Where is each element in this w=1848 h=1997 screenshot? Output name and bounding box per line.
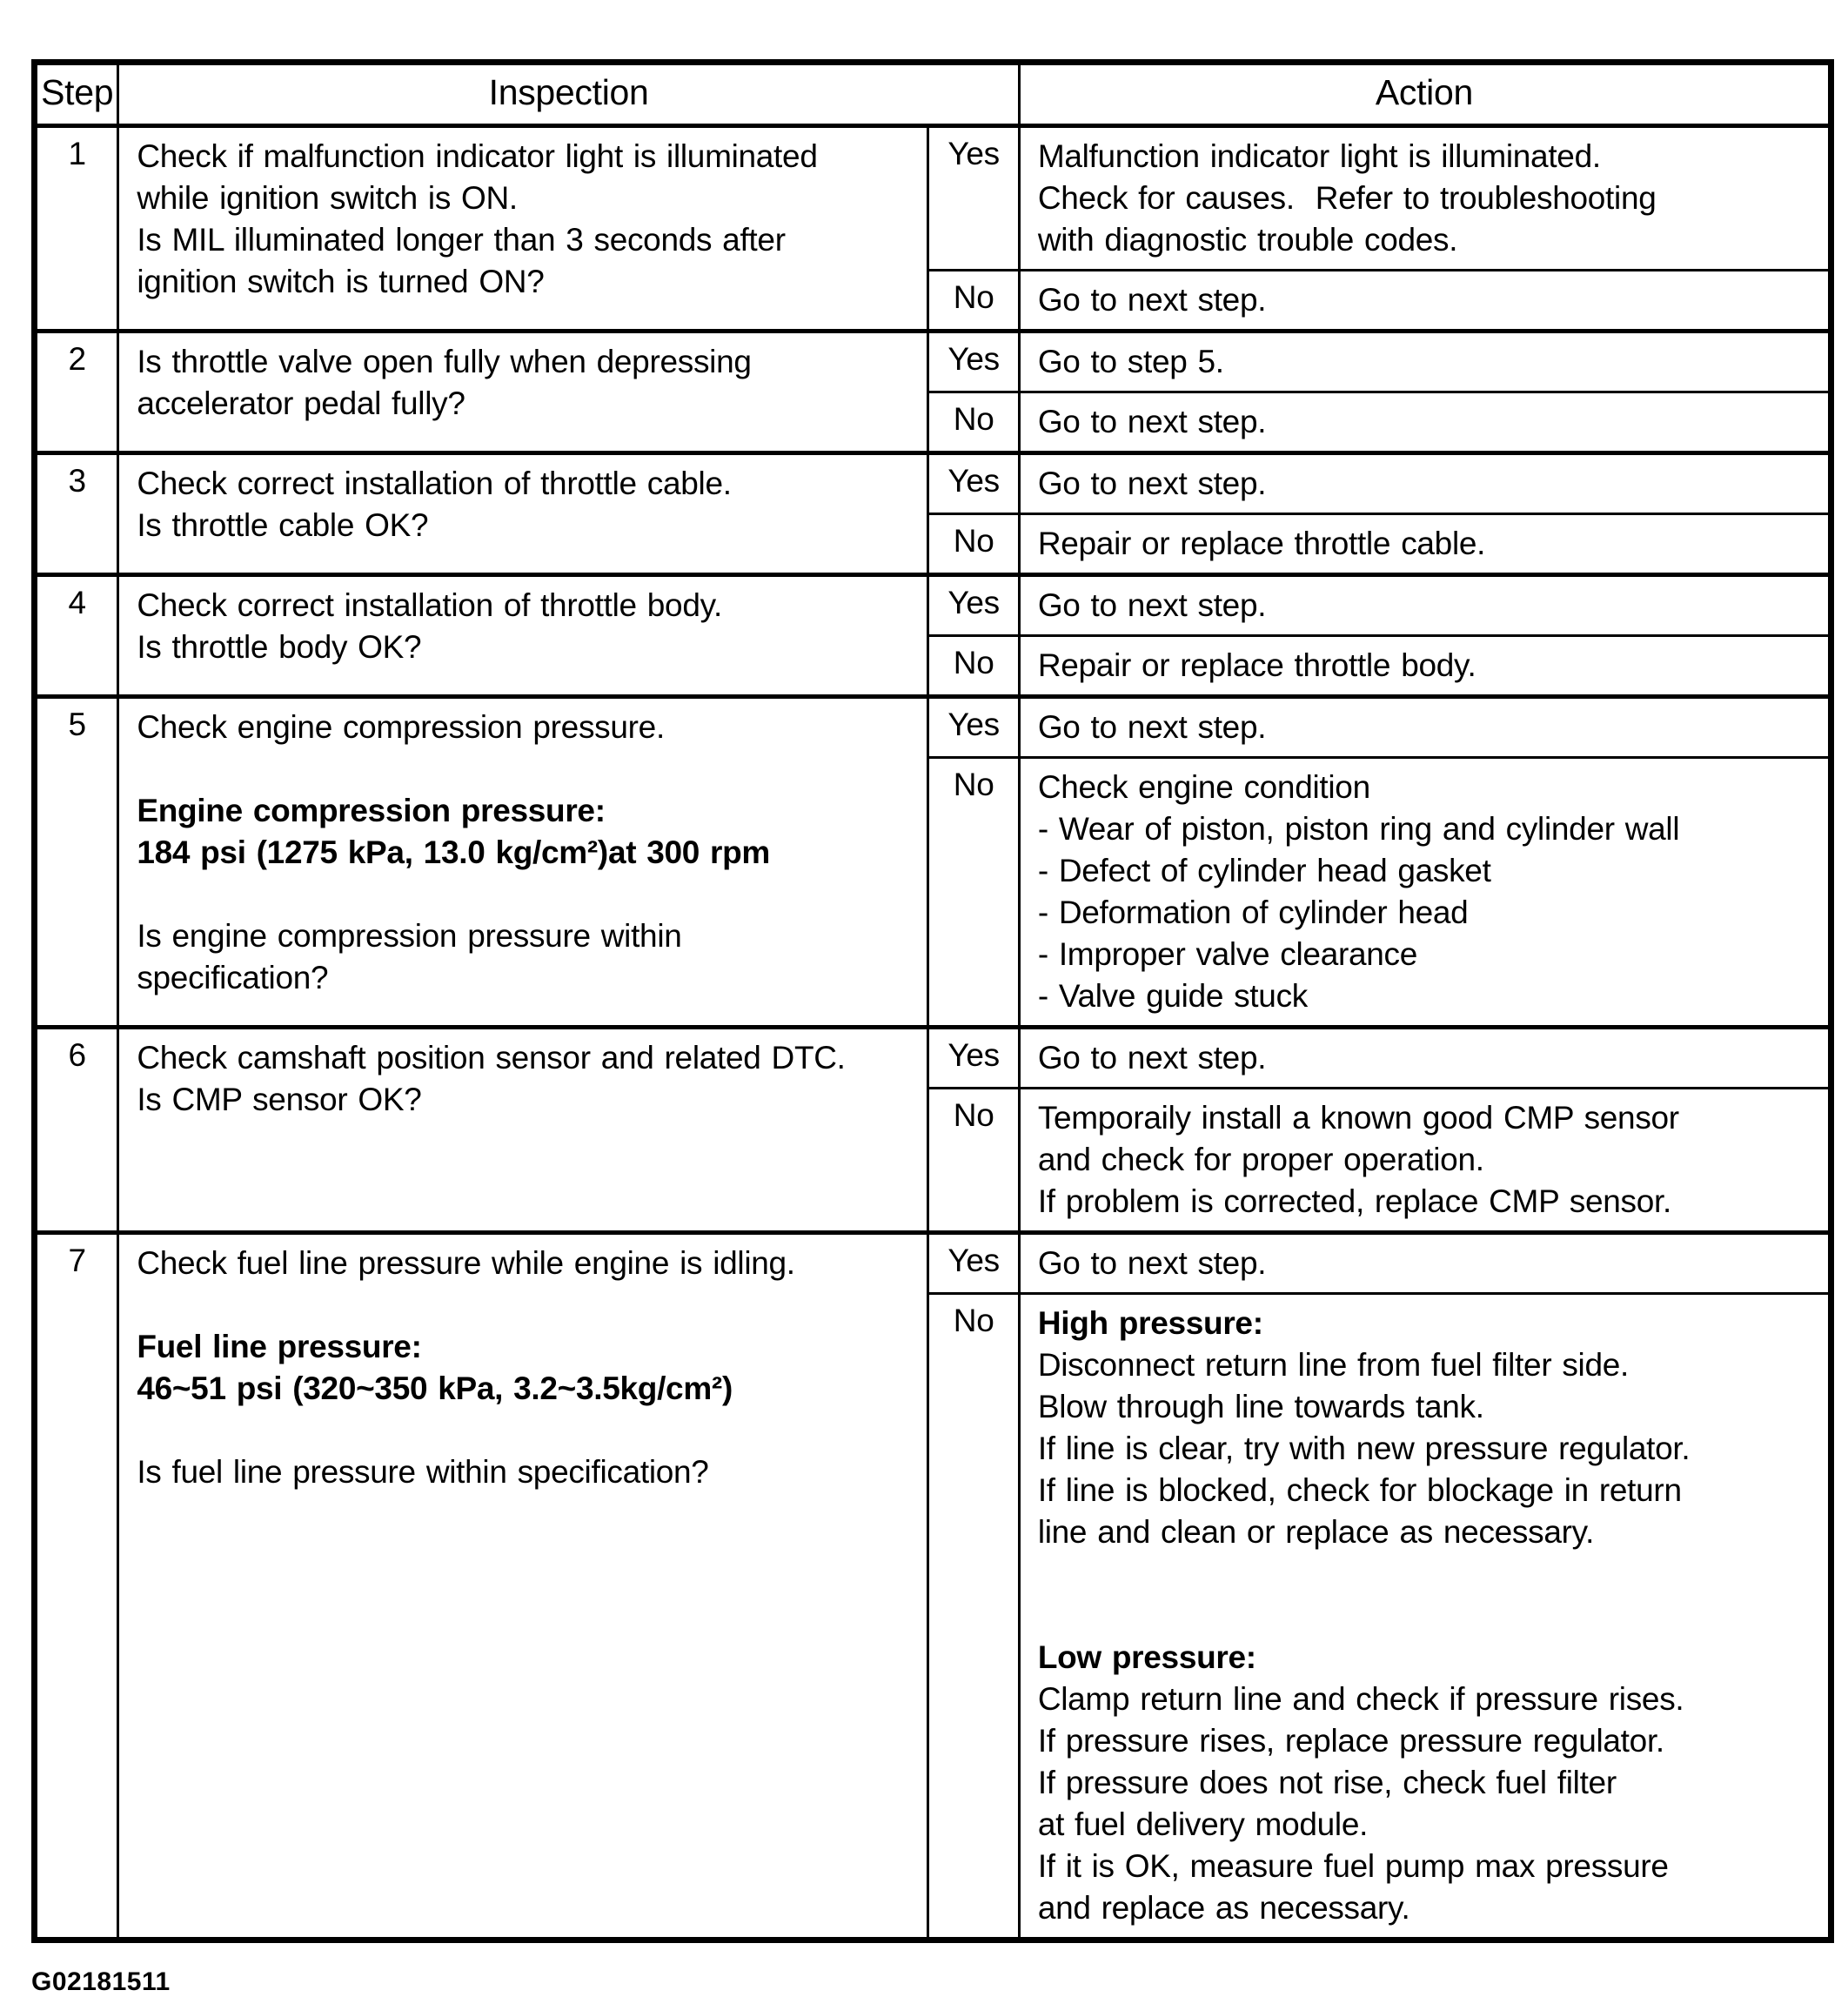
action-cell [1019,126,1831,271]
text-line: - Wear of piston, piston ring and cylinder wall [1037,811,1680,847]
text-line: - Defect of cylinder head gasket [1037,853,1491,888]
text-line: Go to next step. [1037,709,1267,745]
text-line: Malfunction indicator light is illuminated. [1037,138,1601,174]
action-cell [1019,636,1831,697]
text-line: - Deformation of cylinder head [1037,895,1469,930]
answer-label: No [928,514,1019,575]
text-line: If pressure does not rise, check fuel filter [1037,1765,1617,1800]
text-line: Go to next step. [1037,1040,1267,1076]
step-number: 4 [35,575,118,697]
inspection-cell [118,126,928,332]
text-line: with diagnostic trouble codes. [1037,222,1458,258]
action-cell [1019,392,1831,453]
text-line: Is CMP sensor OK? [137,1082,422,1117]
answer-label: No [928,392,1019,453]
text-line: and replace as necessary. [1037,1890,1410,1926]
answer-label: Yes [928,126,1019,271]
action-cell [1019,332,1831,392]
text-line: Clamp return line and check if pressure rises. [1037,1681,1684,1717]
header-inspection: Inspection [118,63,1020,126]
text-line: Engine compression pressure: [137,793,606,828]
answer-label: No [928,1294,1019,1940]
text-line: Check fuel line pressure while engine is idling. [137,1245,795,1281]
text-line: Temporaily install a known good CMP sensor [1037,1100,1679,1136]
action-cell [1019,1294,1831,1940]
text-line: ignition switch is turned ON? [137,264,545,299]
action-cell [1019,1089,1831,1233]
text-line: If it is OK, measure fuel pump max pressure [1037,1848,1669,1884]
answer-label: Yes [928,1028,1019,1089]
inspection-cell [118,575,928,697]
action-cell [1019,514,1831,575]
answer-label: Yes [928,697,1019,758]
answer-label: No [928,636,1019,697]
text-line: 46~51 psi (320~350 kPa, 3.2~3.5kg/cm²) [137,1370,733,1406]
answer-label: Yes [928,575,1019,636]
action-cell [1019,453,1831,514]
inspection-cell [118,697,928,1028]
text-line: If line is blocked, check for blockage in return [1037,1472,1682,1508]
inspection-cell [118,1028,928,1233]
answer-label: No [928,1089,1019,1233]
step-6-branch-yes-row [35,1028,1831,1089]
text-line: Go to next step. [1037,282,1267,318]
step-number: 2 [35,332,118,453]
step-number: 3 [35,453,118,575]
text-line: Go to next step. [1037,404,1267,439]
text-line: Repair or replace throttle cable. [1037,526,1486,561]
text-line: Go to next step. [1037,1245,1267,1281]
text-line: Go to step 5. [1037,344,1224,379]
header-step: Step [35,63,118,126]
text-line: Repair or replace throttle body. [1037,647,1476,683]
action-cell [1019,271,1831,332]
text-line: If pressure rises, replace pressure regulator. [1037,1723,1664,1759]
text-line: accelerator pedal fully? [137,385,465,421]
text-line: while ignition switch is ON. [137,180,518,216]
spacer-line [137,748,918,790]
text-line: at fuel delivery module. [1037,1806,1369,1842]
text-line: Check engine condition [1037,769,1370,805]
step-7-branch-yes-row [35,1233,1831,1294]
text-line: Blow through line towards tank. [1037,1389,1484,1424]
step-number: 7 [35,1233,118,1940]
spacer-line [1038,1595,1819,1637]
step-2-branch-yes-row [35,332,1831,392]
step-3-branch-yes-row [35,453,1831,514]
steps-body [35,126,1831,1940]
inspection-cell [118,1233,928,1940]
step-4-branch-yes-row [35,575,1831,636]
action-cell [1019,1028,1831,1089]
header-row [35,63,1831,126]
step-number: 5 [35,697,118,1028]
action-cell [1019,697,1831,758]
text-line: line and clean or replace as necessary. [1037,1514,1595,1550]
spacer-line [137,1410,918,1451]
text-line: Go to next step. [1037,466,1267,501]
text-line: - Valve guide stuck [1037,978,1308,1014]
text-line: Low pressure: [1037,1639,1256,1675]
text-line: Check correct installation of throttle body. [137,587,723,623]
action-cell [1019,575,1831,636]
header-action: Action [1019,63,1831,126]
step-5-branch-yes-row [35,697,1831,758]
spacer-line [1038,1553,1819,1595]
answer-label: No [928,758,1019,1028]
text-line: Check if malfunction indicator light is illuminated [137,138,818,174]
text-line: If problem is corrected, replace CMP sensor. [1037,1183,1671,1219]
action-cell [1019,758,1831,1028]
figure-code: G02181511 [31,1967,171,1996]
inspection-cell [118,332,928,453]
spacer-line [137,1284,918,1326]
action-cell [1019,1233,1831,1294]
text-line: Go to next step. [1037,587,1267,623]
spacer-line [137,874,918,915]
answer-label: Yes [928,332,1019,392]
inspection-cell [118,453,928,575]
step-number: 6 [35,1028,118,1233]
step-number: 1 [35,126,118,332]
answer-label: Yes [928,453,1019,514]
answer-label: Yes [928,1233,1019,1294]
text-line: Is throttle cable OK? [137,507,429,543]
text-line: Check engine compression pressure. [137,709,665,745]
text-line: 184 psi (1275 kPa, 13.0 kg/cm²)at 300 rpm [137,834,771,870]
text-line: Disconnect return line from fuel filter side. [1037,1347,1629,1383]
text-line: Check camshaft position sensor and related DTC. [137,1040,846,1076]
text-line: Is engine compression pressure within [137,918,682,954]
text-line: Check for causes. Refer to troubleshooting [1037,180,1657,216]
text-line: If line is clear, try with new pressure regulator. [1037,1431,1691,1466]
text-line: High pressure: [1037,1305,1263,1341]
text-line: specification? [137,960,329,995]
text-line: Check correct installation of throttle cable. [137,466,732,501]
answer-label: No [928,271,1019,332]
diagnostic-table [31,59,1834,1943]
step-1-branch-yes-row [35,126,1831,271]
text-line: Is throttle valve open fully when depressing [137,344,752,379]
text-line: - Improper valve clearance [1037,936,1418,972]
text-line: Is throttle body OK? [137,629,422,665]
text-line: Fuel line pressure: [137,1329,422,1364]
text-line: Is MIL illuminated longer than 3 seconds after [137,222,786,258]
text-line: Is fuel line pressure within specification? [137,1454,709,1490]
text-line: and check for proper operation. [1037,1142,1484,1177]
